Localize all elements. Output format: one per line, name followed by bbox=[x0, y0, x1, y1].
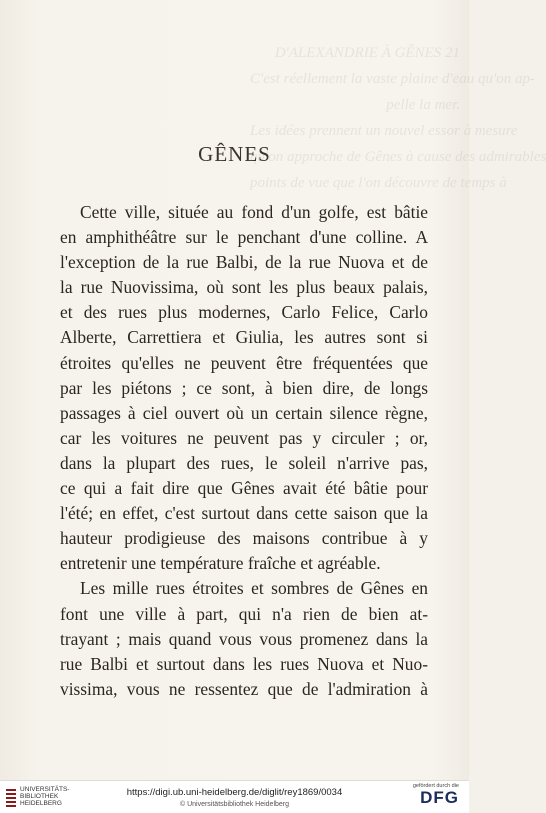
text-line: Cette ville, située au fond d'un golfe, est bâtie bbox=[80, 202, 428, 222]
bleed-through-text bbox=[250, 40, 546, 210]
text-line: par les piétons ; ce sont, à bien dire, de longs bbox=[60, 377, 428, 398]
text-line: l'été; en effet, c'est surtout dans cette saison que la bbox=[60, 503, 428, 524]
text-line: ce qui a fait dire que Gênes avait été bâtie pour bbox=[60, 478, 428, 499]
logo-line: UNIVERSITÄTS- bbox=[20, 786, 70, 793]
text-line: dans la plupart des rues, le soleil n'arrive pas, bbox=[60, 452, 428, 473]
bleed-line: D'ALEXANDRIE À GÊNES 21 bbox=[274, 45, 460, 61]
text-line: entretenir une température fraîche et agréable. bbox=[60, 553, 381, 574]
dfg-caption: gefördert durch die bbox=[412, 783, 459, 789]
dfg-wordmark: DFG bbox=[420, 788, 459, 807]
text-line: en amphithéâtre sur le penchant d'une colline. A bbox=[60, 227, 428, 248]
body-text bbox=[60, 200, 428, 702]
text-line: l'exception de la rue Balbi, de la rue Nuova et de bbox=[60, 252, 428, 273]
text-line: Les mille rues étroites et sombres de Gênes en bbox=[80, 578, 428, 599]
text-line: Alberte, Carrettiera et Giulia, les autres sont si bbox=[60, 327, 428, 348]
permalink-url[interactable]: https://digi.ub.uni-heidelberg.de/diglit/rey1869/0034 bbox=[126, 787, 343, 798]
chapter-title: GÊNES bbox=[198, 142, 271, 166]
text-line: vissima, vous ne ressentez que de l'admiration à bbox=[60, 678, 428, 699]
text-line: car les voitures ne peuvent pas y circuler ; or, bbox=[60, 427, 428, 448]
viewer-footer bbox=[0, 780, 469, 813]
bleed-line: pelle la mer. bbox=[386, 97, 460, 113]
text-line: hauteur prodigieuse des maisons contribue à y bbox=[60, 528, 428, 549]
dfg-logo[interactable] bbox=[413, 783, 459, 807]
copyright-notice: © Universitätsbibliothek Heidelberg bbox=[179, 801, 290, 808]
text-line: trayant ; mais quand vous vous promenez dans la bbox=[60, 628, 428, 649]
bleed-line: points de vue que l'on découvre de temps à bbox=[250, 175, 507, 191]
text-line: rue Balbi et surtout dans les rues Nuova et Nuo- bbox=[60, 653, 428, 674]
text-line: font une ville à part, qui n'a rien de bien at- bbox=[60, 603, 428, 624]
text-line: passages à ciel ouvert où un certain silence règne, bbox=[60, 402, 428, 423]
text-line: étroites qu'elles ne peuvent être fréquentées que bbox=[60, 352, 428, 373]
text-line: la rue Nuovissima, où sont les plus beaux palais, bbox=[60, 277, 428, 298]
text-line: et des rues plus modernes, Carlo Felice, Carlo bbox=[60, 302, 428, 323]
bleed-line: Les idées prennent un nouvel essor à mesure bbox=[250, 123, 518, 139]
logo-line: HEIDELBERG bbox=[20, 800, 62, 807]
bleed-line: qu'on approche de Gênes à cause des admirables bbox=[250, 149, 546, 165]
logo-line: BIBLIOTHEK bbox=[20, 793, 59, 800]
bleed-line: C'est réellement la vaste plaine d'eau qu'on ap- bbox=[250, 71, 535, 87]
